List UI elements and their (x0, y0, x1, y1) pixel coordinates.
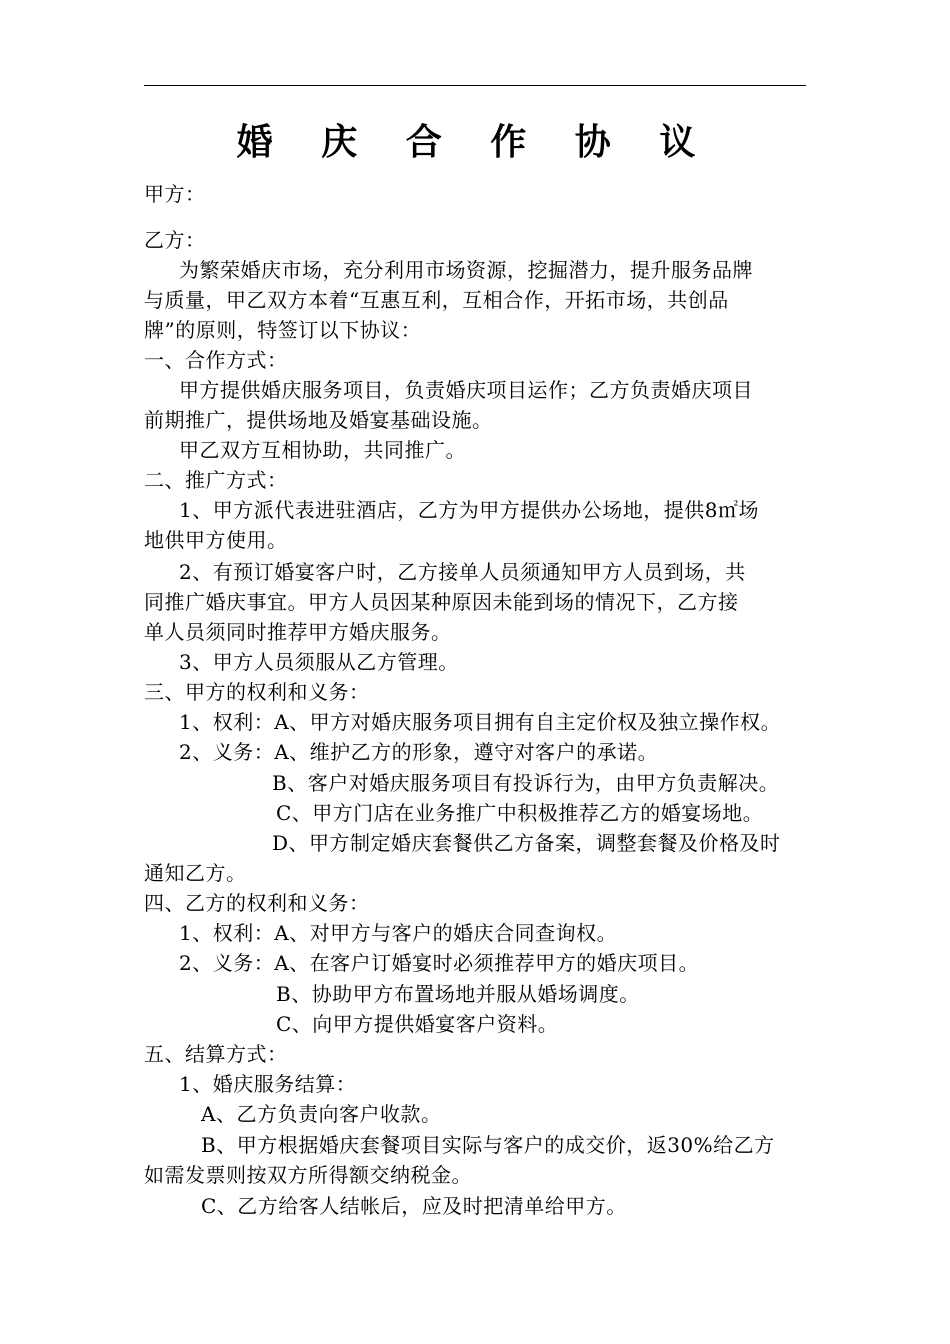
clause-line: 2、有预订婚宴客户时，乙方接单人员须通知甲方人员到场，共 (179, 560, 746, 584)
clause-line: 同推广婚庆事宜。甲方人员因某种原因未能到场的情况下，乙方接 (144, 590, 739, 614)
section-heading: 三、甲方的权利和义务： (144, 680, 370, 704)
header-rule (144, 85, 806, 86)
clause-line: 甲乙双方互相协助，共同推广。 (179, 438, 466, 462)
clause-line: 2、义务：A、在客户订婚宴时必须推荐甲方的婚庆项目。 (179, 951, 700, 975)
clause-line: 地供甲方使用。 (144, 528, 288, 552)
clause-line: 1、权利：A、甲方对婚庆服务项目拥有自主定价权及独立操作权。 (179, 710, 782, 734)
clause-line: 3、甲方人员须服从乙方管理。 (179, 650, 459, 674)
party-a-line: 甲方： (144, 182, 206, 206)
clause-line: D、甲方制定婚庆套餐供乙方备案，调整套餐及价格及时 (272, 831, 781, 855)
section-heading: 四、乙方的权利和义务： (144, 891, 370, 915)
clause-line: 如需发票则按双方所得额交纳税金。 (144, 1163, 472, 1187)
clause-line: 甲方提供婚庆服务项目，负责婚庆项目运作；乙方负责婚庆项目 (179, 378, 753, 402)
preamble-line: 为繁荣婚庆市场，充分利用市场资源，挖掘潜力，提升服务品牌 (179, 258, 753, 282)
preamble-line: 牌”的原则，特签订以下协议： (144, 318, 422, 342)
clause-line: 通知乙方。 (144, 861, 247, 885)
clause-line: C、甲方门店在业务推广中积极推荐乙方的婚宴场地。 (276, 801, 764, 825)
preamble-line: 与质量，甲乙双方本着“互惠互利，互相合作，开拓市场，共创品 (144, 288, 729, 312)
clause-line: 1、甲方派代表进驻酒店，乙方为甲方提供办公场地，提供8㎡场 (179, 498, 759, 522)
clause-line: 2、义务：A、维护乙方的形象，遵守对客户的承诺。 (179, 740, 659, 764)
clause-line: A、乙方负责向客户收款。 (201, 1102, 442, 1126)
section-heading: 一、合作方式： (144, 348, 288, 372)
section-heading: 五、结算方式： (144, 1042, 288, 1066)
clause-line: 1、权利：A、对甲方与客户的婚庆合同查询权。 (179, 921, 618, 945)
clause-line: C、向甲方提供婚宴客户资料。 (276, 1012, 559, 1036)
clause-line: 单人员须同时推荐甲方婚庆服务。 (144, 620, 452, 644)
clause-line: B、甲方根据婚庆套餐项目实际与客户的成交价，返30%给乙方 (201, 1133, 775, 1157)
document-title: 婚 庆 合 作 协 议 (236, 121, 714, 163)
clause-line: B、协助甲方布置场地并服从婚场调度。 (276, 982, 640, 1006)
clause-line: B、客户对婚庆服务项目有投诉行为，由甲方负责解决。 (272, 771, 780, 795)
clause-line: C、乙方给客人结帐后，应及时把清单给甲方。 (201, 1194, 627, 1218)
section-heading: 二、推广方式： (144, 468, 288, 492)
party-b-line: 乙方： (144, 228, 206, 252)
clause-line: 1、婚庆服务结算： (179, 1072, 357, 1096)
clause-line: 前期推广，提供场地及婚宴基础设施。 (144, 408, 493, 432)
